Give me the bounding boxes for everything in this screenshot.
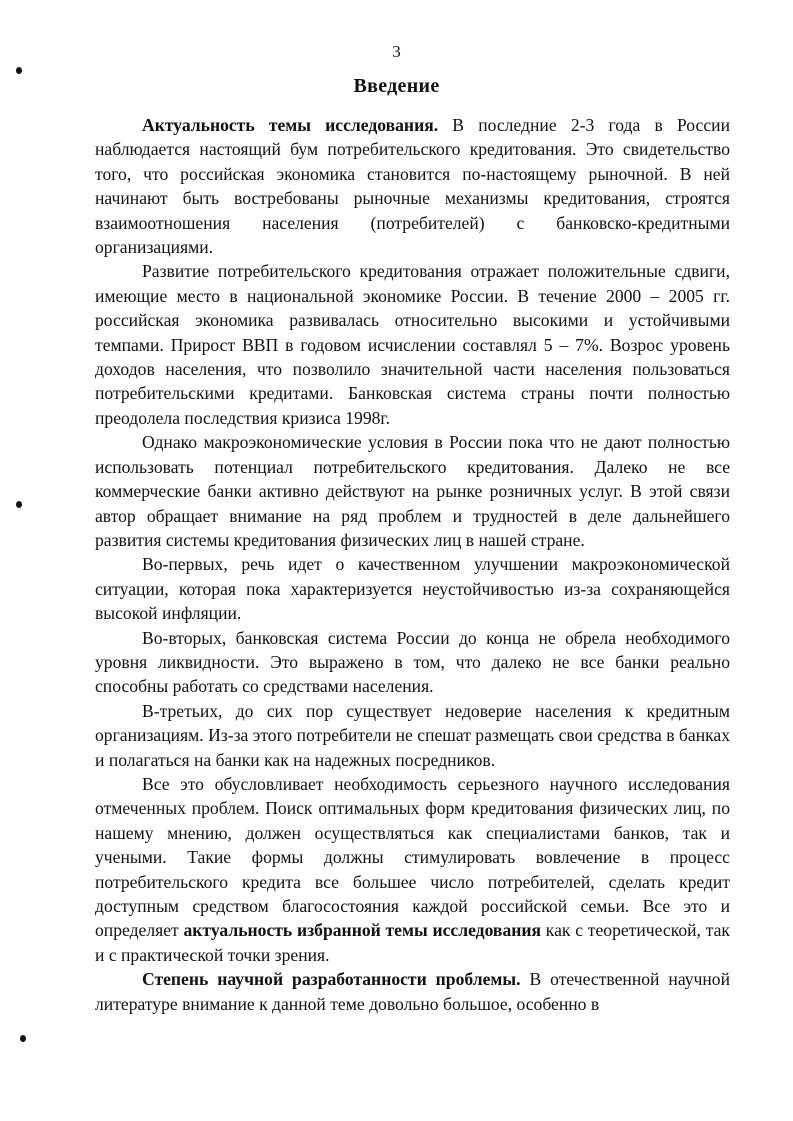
paragraph-text: Все это обусловливает необходимость серьезного научного исследования отмеченных проблем. Поиск оптимальных форм кредитования физических лиц, по нашему мнению, должен осуществляться как специалистами банков, так и учеными. Такие формы должны стимулировать вовлечение в процесс потребительского кредита все большее число потребителей, сделать кредит доступным средством благосостояния каждой российской семьи. Все это и определяет <box>95 773 730 941</box>
page-title: Введение <box>353 75 440 97</box>
paragraph-relevance <box>95 113 730 259</box>
paragraph-text: В отечественной научной литературе внимание к данной теме довольно большое, особенно в <box>95 969 731 1014</box>
paragraph-degree <box>95 967 730 1016</box>
paragraph-development: Развитие потребительского кредитования отражает положительные сдвиги, имеющие место в национальной экономике России. В течение 2000 – 2005 гг. российская экономика развивалась относительно высокими и устойчивыми темпами. Прирост ВВП в годовом исчислении составлял 5 – 7%. Возрос уровень доходов населения, что позволило значительной части населения пользоваться потребительскими кредитами. Банковская система страны почти полностью преодолела последствия кризиса 1998г. <box>95 261 730 428</box>
paragraph-text: В последние 2-3 года в России наблюдается настоящий бум потребительского кредитования. Это свидетельство того, что российская экономика становится по-настоящему рыночной. В ней начинают быть востребованы рыночные механизмы кредитования, строятся взаимоотношения населения (потребителей) с банковско-кредитными организациями. <box>95 115 730 258</box>
paragraph-second: Во-вторых, банковская система России до конца не обрела необходимого уровня ликвидности. Это выражено в том, что далеко не все банки реально способны работать со средствами населения. <box>95 627 730 697</box>
paragraph-third: В-третьих, до сих пор существует недоверие населения к кредитным организациям. Из-за этого потребители не спешат размещать свои средства в банках и полагаться на банки как на надежных посредников. <box>95 700 730 770</box>
paragraph-first: Во-первых, речь идет о качественном улучшении макроэкономической ситуации, которая пока характеризуется неустойчивостью из-за сохраняющейся высокой инфляции. <box>95 554 730 624</box>
binding-hole-mark <box>16 67 22 74</box>
binding-hole-mark <box>20 1035 26 1042</box>
paragraph-conditions: Однако макроэкономические условия в России пока что не дают полностью использовать потенциал потребительского кредитования. Далеко не все коммерческие банки активно действуют на рынке розничных услуг. В этой связи автор обращает внимание на ряд проблем и трудностей в деле дальнейшего развития системы кредитования физических лиц в нашей стране. <box>95 432 730 550</box>
paragraph-conclusion <box>95 772 730 967</box>
page-number: 3 <box>392 42 401 61</box>
paragraph-tail: как с теоретической, так и с практической точки зрения. <box>95 920 730 965</box>
paragraph-lead: Степень научной разработанности проблемы. <box>142 969 521 990</box>
paragraph-lead: Актуальность темы исследования. <box>142 115 439 135</box>
paragraph-bold-inline: актуальность избранной темы исследования <box>183 920 542 941</box>
binding-hole-mark <box>16 501 22 508</box>
document-body <box>95 113 730 1016</box>
